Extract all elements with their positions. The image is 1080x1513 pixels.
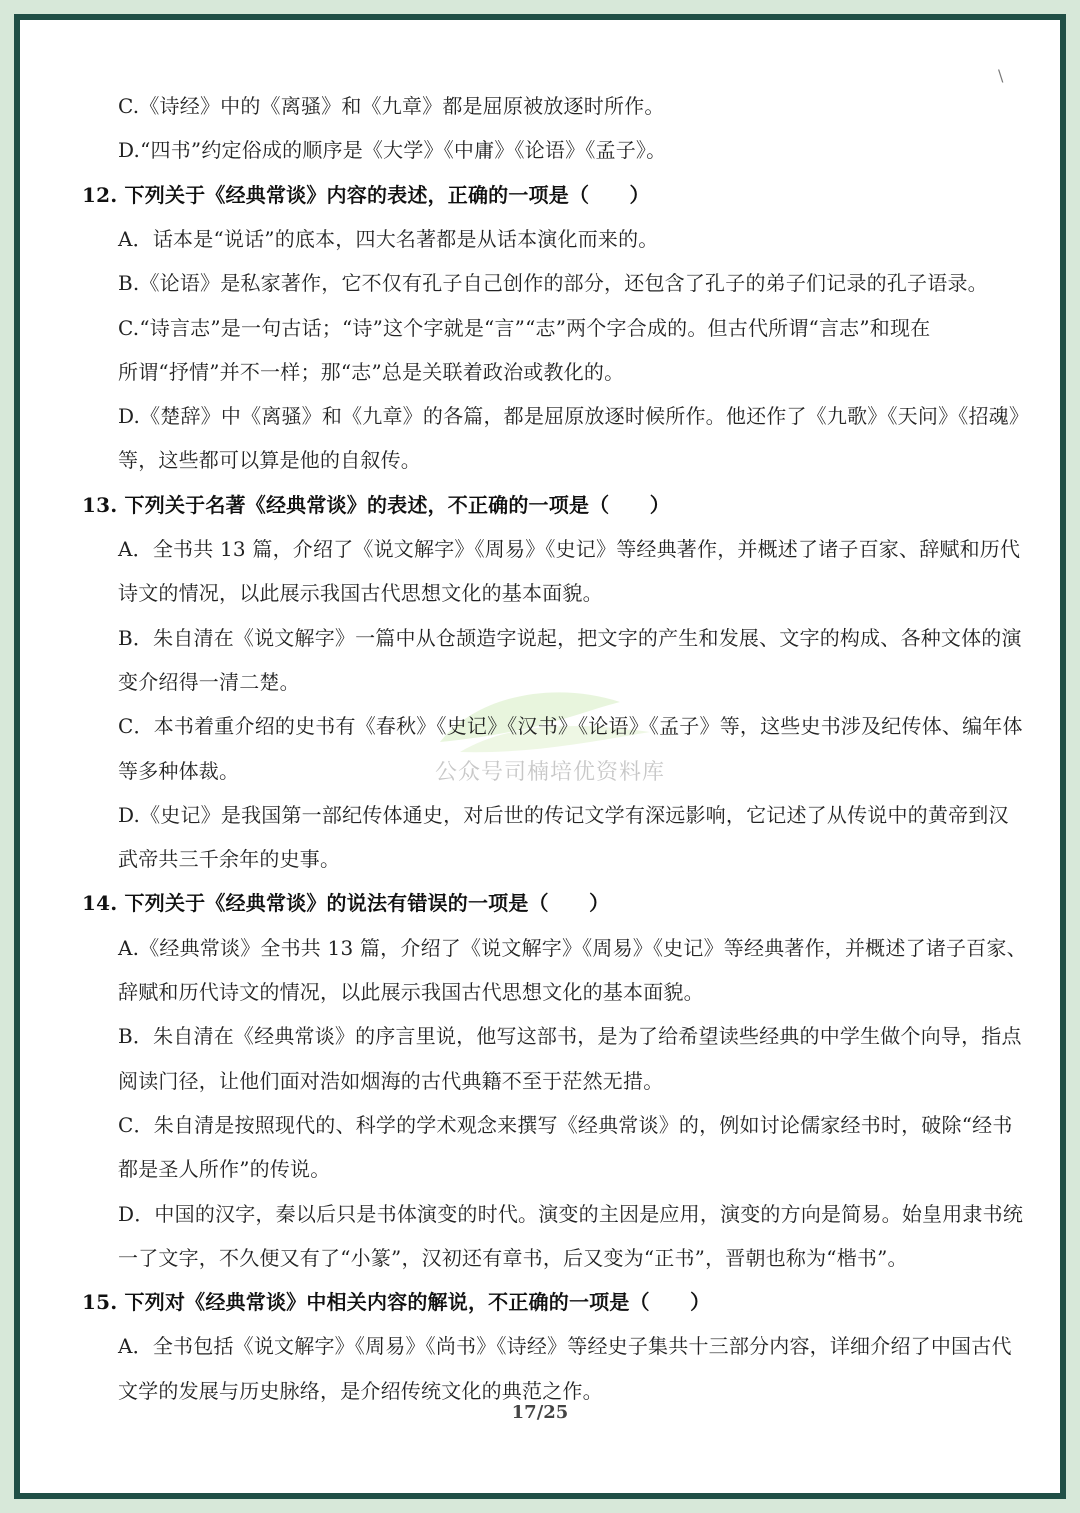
page-content [20,20,1060,1493]
answer-option: C．本书着重介绍的史书有《春秋》《史记》《汉书》《论语》《孟子》等，这些史书涉及纪传体、编年体 [118,714,1023,739]
answer-option-continuation: 阅读门径，让他们面对浩如烟海的古代典籍不至于茫然无措。 [118,1068,664,1093]
answer-option: D.《史记》是我国第一部纪传体通史，对后世的传记文学有深远影响，它记述了从传说中的黄帝到汉 [118,802,1009,827]
question-heading: 13. 下列关于名著《经典常谈》的表述，不正确的一项是（ ） [82,492,670,517]
page-number: 17/25 [511,1402,569,1423]
watermark-text: 公众号司楠培优资料库 [435,760,666,785]
answer-option: B．朱自清在《说文解字》一篇中从仓颉造字说起，把文字的产生和发展、文字的构成、各种文体的演 [118,625,1022,650]
answer-option-continuation: 一了文字，不久便又有了“小篆”，汉初还有章书，后又变为“正书”，晋朝也称为“楷书”。 [118,1245,908,1270]
answer-option: A.《经典常谈》全书共 13 篇，介绍了《说文解字》《周易》《史记》等经典著作，并概述了诸子百家、 [118,935,1027,960]
question-heading: 12. 下列关于《经典常谈》内容的表述，正确的一项是（ ） [82,182,650,207]
answer-option: C.《诗经》中的《离骚》和《九章》都是屈原被放逐时所作。 [118,94,665,118]
answer-option: A．话本是“说话”的底本，四大名著都是从话本演化而来的。 [118,226,659,251]
answer-option: D.“四书”约定俗成的顺序是《大学》《中庸》《论语》《孟子》。 [118,138,667,163]
question-heading: 14. 下列关于《经典常谈》的说法有错误的一项是（ ） [82,891,610,916]
answer-option: A．全书共 13 篇，介绍了《说文解字》《周易》《史记》等经典著作，并概述了诸子百家、辞赋和历代 [118,537,1021,561]
answer-option: B．朱自清在《经典常谈》的序言里说，他写这部书，是为了给希望读些经典的中学生做个向导，指点 [118,1024,1022,1049]
answer-option: A．全书包括《说文解字》《周易》《尚书》《诗经》等经史子集共十三部分内容，详细介绍了中国古代 [118,1334,1012,1359]
answer-option-continuation: 等，这些都可以算是他的自叙传。 [118,448,421,473]
answer-option-continuation: 诗文的情况，以此展示我国古代思想文化的基本面貌。 [118,581,603,606]
question-heading: 15. 下列对《经典常谈》中相关内容的解说，不正确的一项是（ ） [82,1290,711,1315]
document-page [14,14,1066,1499]
answer-option: D.《楚辞》中《离骚》和《九章》的各篇，都是屈原放逐时候所作。他还作了《九歌》《天问》《招魂》 [118,404,1030,429]
answer-option-continuation: 变介绍得一清二楚。 [118,669,300,694]
answer-option: C．朱自清是按照现代的、科学的学术观念来撰写《经典常谈》的，例如讨论儒家经书时，破除“经书 [118,1112,1013,1137]
answer-option: C.“诗言志”是一句古话；“诗”这个字就是“言”“志”两个字合成的。但古代所谓“言志”和现在 [118,315,931,340]
answer-option-continuation: 文学的发展与历史脉络，是介绍传统文化的典范之作。 [118,1378,603,1403]
answer-option: B.《论语》是私家著作，它不仅有孔子自己创作的部分，还包含了孔子的弟子们记录的孔子语录。 [118,271,988,296]
answer-option-continuation: 等多种体裁。 [118,758,240,783]
answer-option-continuation: 都是圣人所作”的传说。 [118,1157,331,1182]
corner-mark: \ [998,66,1004,85]
answer-option-continuation: 辞赋和历代诗文的情况，以此展示我国古代思想文化的基本面貌。 [118,980,704,1004]
answer-option-continuation: 武帝共三千余年的史事。 [118,847,341,872]
answer-option: D．中国的汉字，秦以后只是书体演变的时代。演变的主因是应用，演变的方向是简易。始皇用隶书统 [118,1201,1024,1226]
answer-option-continuation: 所谓“抒情”并不一样；那“志”总是关联着政治或教化的。 [118,359,625,384]
